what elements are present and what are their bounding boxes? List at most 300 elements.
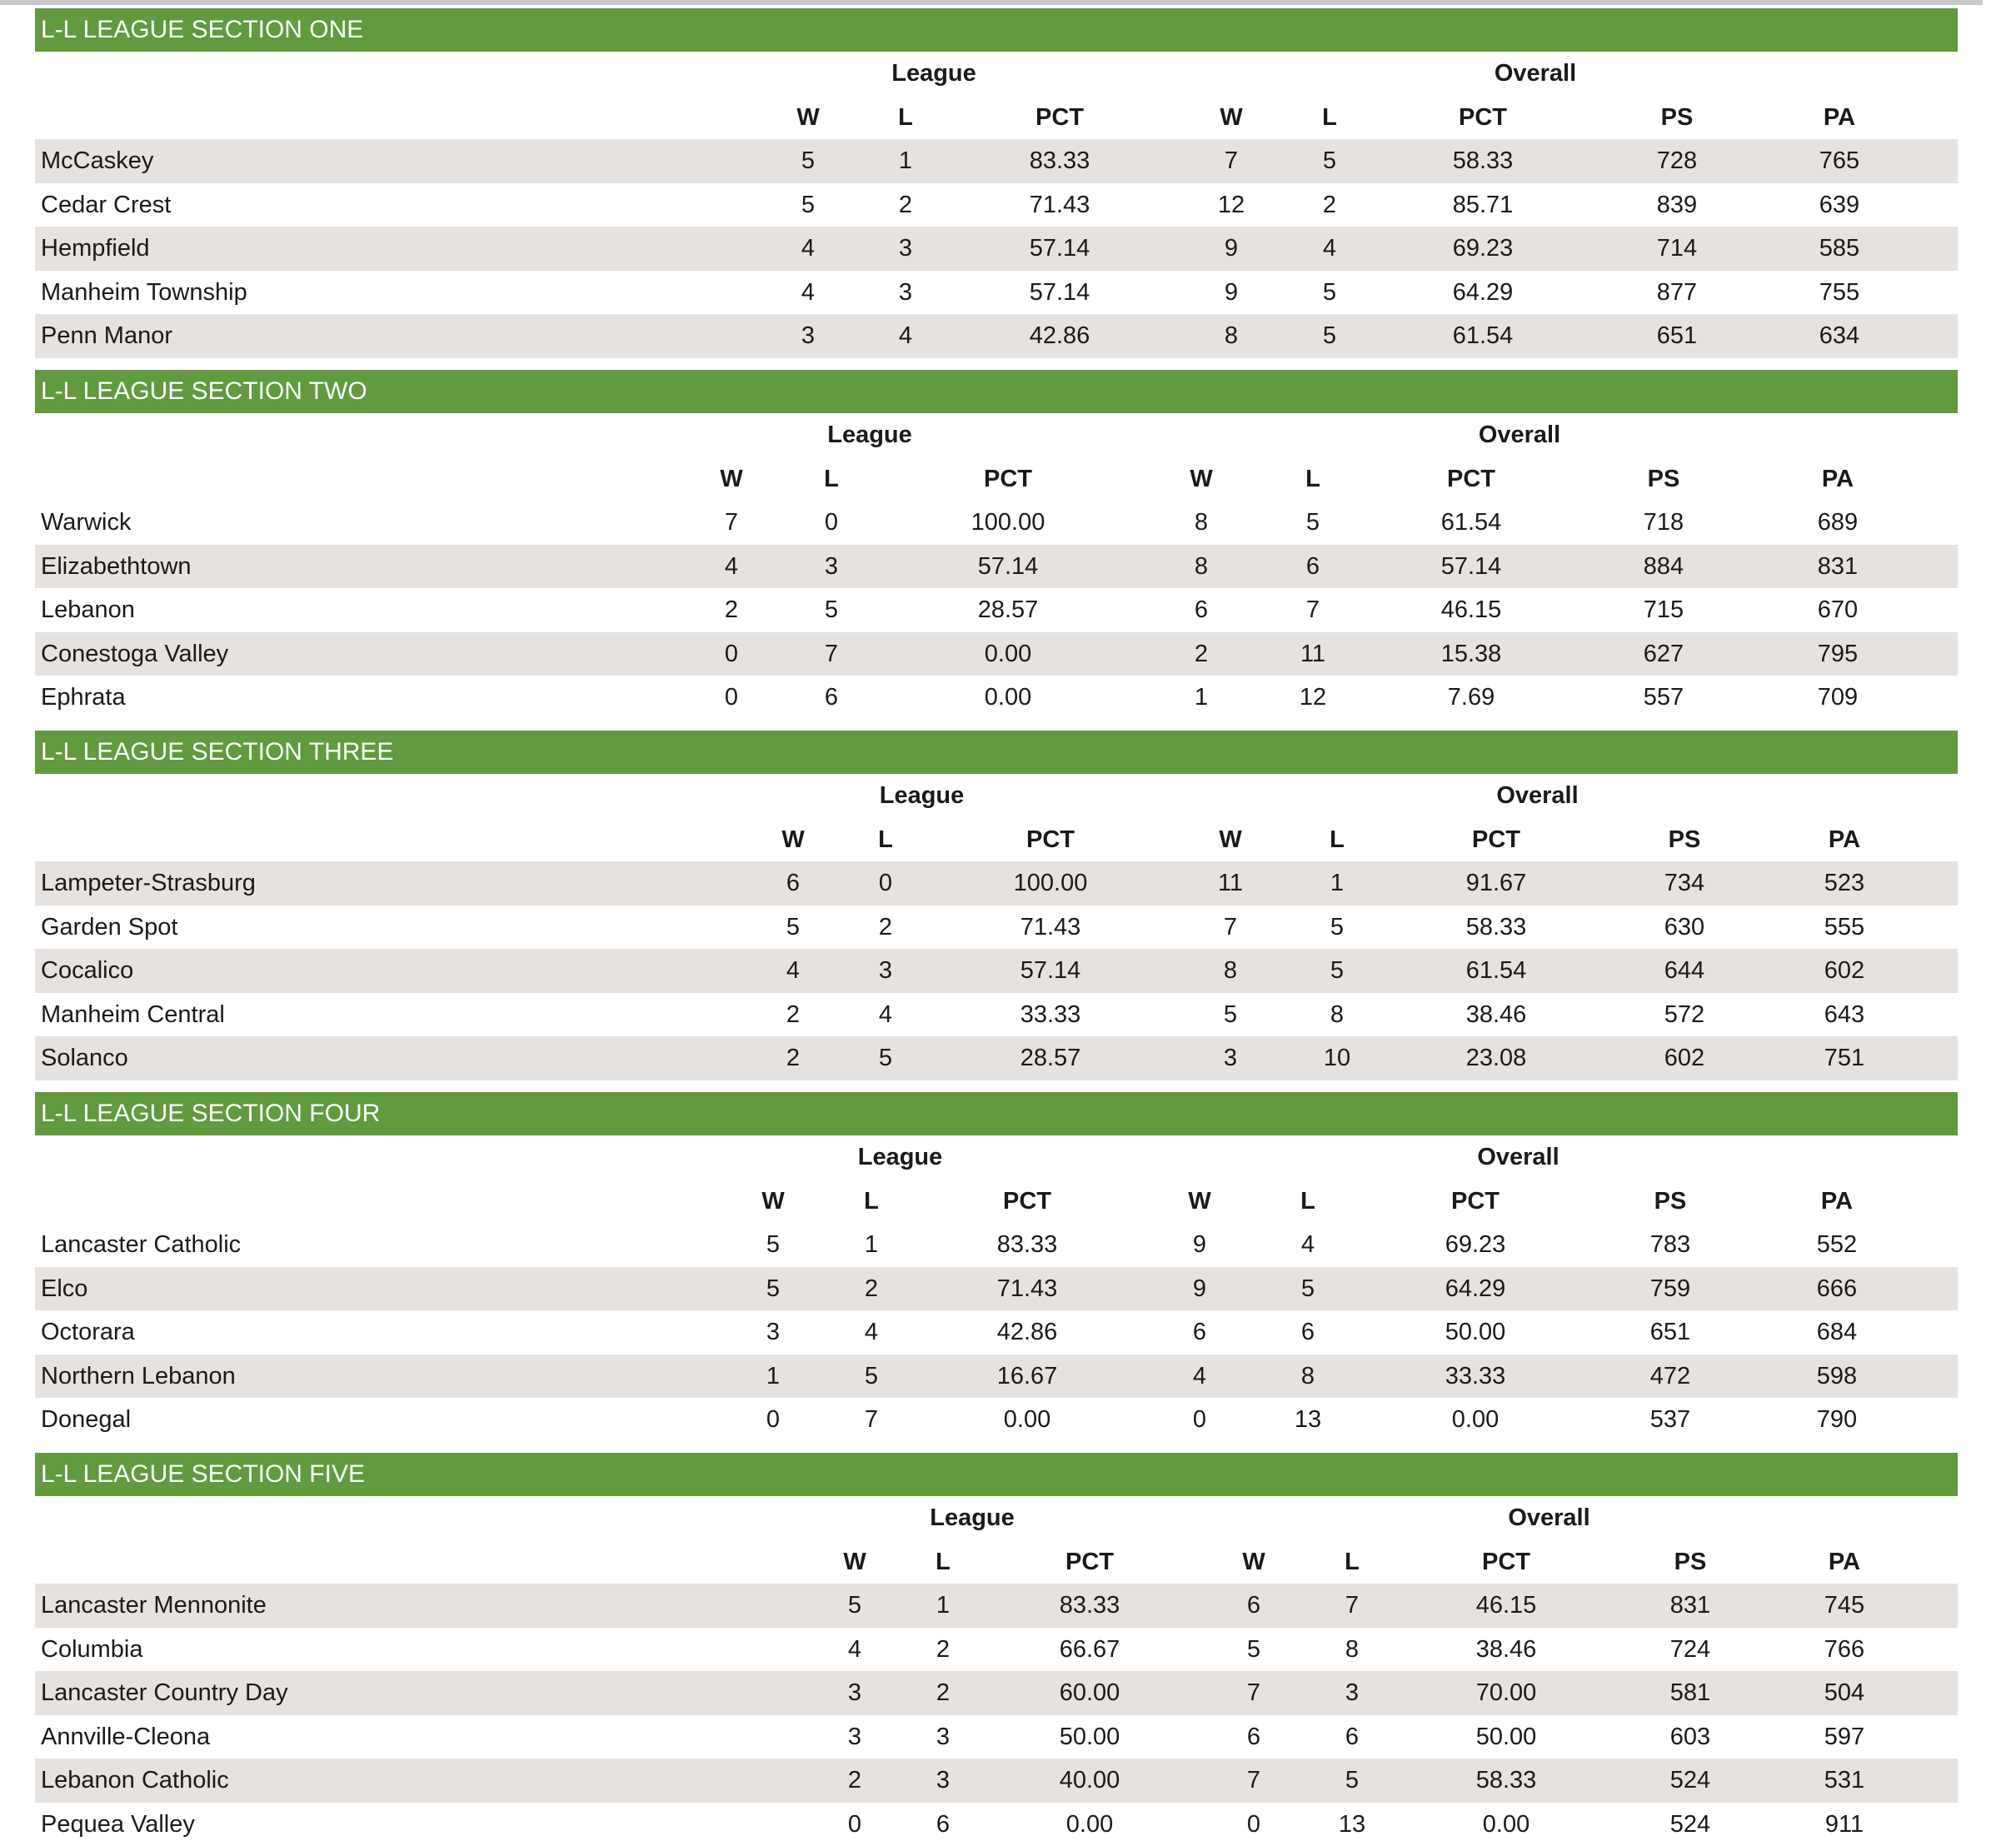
stat-cell: 11	[1218, 861, 1243, 906]
stat-cell: 643	[1824, 993, 1864, 1037]
stat-cell: 531	[1824, 1759, 1864, 1803]
stat-cell: 5	[1330, 949, 1344, 993]
standings-section	[35, 1092, 1958, 1442]
team-name: Elco	[41, 1267, 87, 1311]
column-header-row	[35, 457, 1958, 501]
team-name: Manheim Central	[41, 993, 225, 1037]
stat-cell: 3	[801, 314, 815, 358]
stat-cell: 13	[1295, 1398, 1321, 1442]
stat-cell: 61.54	[1466, 949, 1527, 993]
stat-cell: 5	[1224, 993, 1237, 1037]
group-header-row	[35, 413, 1958, 457]
stat-cell: 472	[1650, 1355, 1690, 1399]
column-header: PCT	[1026, 818, 1075, 862]
table-row	[35, 1267, 1958, 1311]
table-row	[35, 139, 1958, 183]
stat-cell: 33.33	[1445, 1355, 1506, 1399]
stat-cell: 38.46	[1476, 1628, 1537, 1672]
stat-cell: 7	[1345, 1584, 1359, 1628]
stat-cell: 50.00	[1445, 1310, 1506, 1355]
stat-cell: 666	[1817, 1267, 1857, 1311]
stat-cell: 8	[1345, 1628, 1359, 1672]
stat-cell: 634	[1819, 314, 1859, 358]
stat-cell: 3	[766, 1310, 780, 1355]
stat-cell: 6	[1247, 1584, 1260, 1628]
stat-cell: 5	[865, 1355, 878, 1399]
stat-cell: 765	[1819, 139, 1859, 183]
column-header-row	[35, 1180, 1958, 1224]
stat-cell: 9	[1193, 1223, 1206, 1267]
column-header: PS	[1648, 457, 1680, 501]
column-header: L	[1300, 1180, 1315, 1224]
table-row	[35, 1759, 1958, 1803]
column-header-row	[35, 96, 1958, 140]
league-group-label: League	[858, 1135, 943, 1180]
table-row	[35, 588, 1958, 632]
stat-cell: 7	[1225, 139, 1238, 183]
stat-cell: 69.23	[1453, 227, 1514, 271]
stat-cell: 8	[1224, 949, 1237, 993]
stat-cell: 5	[801, 139, 815, 183]
stat-cell: 69.23	[1445, 1223, 1506, 1267]
section-title: L-L LEAGUE SECTION THREE	[35, 731, 1958, 774]
stat-cell: 8	[1225, 314, 1238, 358]
stat-cell: 64.29	[1453, 271, 1514, 315]
stat-cell: 537	[1650, 1398, 1690, 1442]
column-header: PS	[1674, 1540, 1707, 1584]
stat-cell: 602	[1824, 949, 1864, 993]
stat-cell: 0	[825, 501, 838, 545]
column-header: PCT	[984, 457, 1032, 501]
stat-cell: 745	[1824, 1584, 1864, 1628]
stat-cell: 639	[1819, 183, 1859, 227]
stat-cell: 38.46	[1466, 993, 1527, 1037]
standings-section	[35, 731, 1958, 1080]
stat-cell: 3	[899, 271, 912, 315]
table-row	[35, 1803, 1958, 1846]
overall-group-label: Overall	[1495, 52, 1576, 96]
stat-cell: 6	[1193, 1310, 1206, 1355]
stat-cell: 3	[936, 1759, 950, 1803]
stat-cell: 0	[1247, 1803, 1260, 1846]
column-header: PS	[1669, 818, 1701, 862]
stat-cell: 42.86	[1030, 314, 1090, 358]
stat-cell: 585	[1819, 227, 1859, 271]
column-header: L	[864, 1180, 879, 1224]
stat-cell: 8	[1195, 501, 1208, 545]
team-name: Warwick	[41, 501, 131, 545]
stat-cell: 2	[936, 1628, 950, 1672]
team-name: Garden Spot	[41, 906, 177, 950]
team-name: Ephrata	[41, 676, 126, 720]
stat-cell: 1	[766, 1355, 780, 1399]
stat-cell: 5	[1330, 906, 1344, 950]
column-header: L	[878, 818, 893, 862]
stat-cell: 8	[1301, 1355, 1315, 1399]
column-header: PCT	[1065, 1540, 1114, 1584]
stat-cell: 57.14	[1441, 545, 1502, 589]
stat-cell: 0	[848, 1803, 861, 1846]
stat-cell: 3	[1224, 1036, 1237, 1080]
column-header: PA	[1829, 1540, 1860, 1584]
column-header: W	[761, 1180, 784, 1224]
stat-cell: 831	[1818, 545, 1858, 589]
team-name: Cocalico	[41, 949, 133, 993]
stat-cell: 12	[1300, 676, 1326, 720]
column-header: PCT	[1447, 457, 1495, 501]
stat-cell: 6	[936, 1803, 950, 1846]
stat-cell: 1	[936, 1584, 950, 1628]
stat-cell: 4	[801, 227, 815, 271]
stat-cell: 5	[1323, 271, 1336, 315]
stat-cell: 6	[1306, 545, 1320, 589]
stat-cell: 790	[1817, 1398, 1857, 1442]
stat-cell: 4	[1301, 1223, 1315, 1267]
stat-cell: 23.08	[1466, 1036, 1527, 1080]
stat-cell: 709	[1818, 676, 1858, 720]
stat-cell: 603	[1670, 1715, 1710, 1759]
column-header: PA	[1829, 818, 1860, 862]
overall-group-label: Overall	[1508, 1496, 1589, 1540]
table-row	[35, 545, 1958, 589]
stat-cell: 6	[1247, 1715, 1260, 1759]
stat-cell: 60.00	[1060, 1671, 1120, 1715]
stat-cell: 7	[865, 1398, 878, 1442]
stat-cell: 0	[879, 861, 892, 906]
stat-cell: 9	[1225, 271, 1238, 315]
team-name: Lancaster Country Day	[41, 1671, 288, 1715]
table-row	[35, 676, 1958, 720]
standings-section	[35, 1453, 1958, 1846]
stat-cell: 66.67	[1060, 1628, 1120, 1672]
stat-cell: 734	[1664, 861, 1704, 906]
stat-cell: 4	[865, 1310, 878, 1355]
stat-cell: 4	[1193, 1355, 1206, 1399]
column-header: W	[720, 457, 742, 501]
table-row	[35, 861, 1958, 906]
team-name: Donegal	[41, 1398, 131, 1442]
stat-cell: 555	[1824, 906, 1864, 950]
stat-cell: 33.33	[1020, 993, 1081, 1037]
table-row	[35, 227, 1958, 271]
table-row	[35, 1628, 1958, 1672]
stat-cell: 83.33	[1060, 1584, 1120, 1628]
stat-cell: 40.00	[1060, 1759, 1120, 1803]
stat-cell: 83.33	[997, 1223, 1058, 1267]
stat-cell: 46.15	[1441, 588, 1502, 632]
table-row	[35, 1671, 1958, 1715]
stat-cell: 2	[879, 906, 892, 950]
table-row	[35, 183, 1958, 227]
table-row	[35, 1036, 1958, 1080]
group-header-row	[35, 52, 1958, 96]
stat-cell: 2	[786, 1036, 800, 1080]
stat-cell: 10	[1324, 1036, 1350, 1080]
column-header: PA	[1821, 1180, 1853, 1224]
overall-group-label: Overall	[1477, 1135, 1559, 1180]
column-header: L	[898, 96, 913, 140]
column-header: W	[843, 1540, 866, 1584]
stat-cell: 58.33	[1466, 906, 1527, 950]
stat-cell: 46.15	[1476, 1584, 1537, 1628]
stat-cell: 4	[899, 314, 912, 358]
stat-cell: 0.00	[985, 632, 1031, 676]
stat-cell: 5	[1306, 501, 1320, 545]
stat-cell: 2	[725, 588, 738, 632]
column-header: L	[1305, 457, 1320, 501]
table-row	[35, 1715, 1958, 1759]
stat-cell: 504	[1824, 1671, 1864, 1715]
stat-cell: 6	[786, 861, 800, 906]
stat-cell: 64.29	[1445, 1267, 1506, 1311]
stat-cell: 572	[1664, 993, 1704, 1037]
team-name: Lebanon	[41, 588, 135, 632]
stat-cell: 728	[1657, 139, 1697, 183]
column-header: W	[1242, 1540, 1265, 1584]
column-header: PCT	[1472, 818, 1520, 862]
stat-cell: 1	[899, 139, 912, 183]
stat-cell: 714	[1657, 227, 1697, 271]
team-name: Lancaster Mennonite	[41, 1584, 267, 1628]
stat-cell: 0.00	[985, 676, 1031, 720]
stat-cell: 630	[1664, 906, 1704, 950]
stat-cell: 9	[1193, 1267, 1206, 1311]
stat-cell: 4	[879, 993, 892, 1037]
stat-cell: 755	[1819, 271, 1859, 315]
stat-cell: 0	[1193, 1398, 1206, 1442]
table-row	[35, 1223, 1958, 1267]
stat-cell: 2	[936, 1671, 950, 1715]
column-header: W	[796, 96, 819, 140]
stat-cell: 602	[1664, 1036, 1704, 1080]
stat-cell: 4	[786, 949, 800, 993]
stat-cell: 523	[1824, 861, 1864, 906]
stat-cell: 28.57	[1020, 1036, 1081, 1080]
team-name: Manheim Township	[41, 271, 247, 315]
stat-cell: 7	[1247, 1759, 1260, 1803]
stat-cell: 61.54	[1453, 314, 1514, 358]
team-name: Lancaster Catholic	[41, 1223, 241, 1267]
stat-cell: 6	[1345, 1715, 1359, 1759]
stat-cell: 28.57	[978, 588, 1039, 632]
stat-cell: 0	[725, 676, 738, 720]
column-header: PCT	[1482, 1540, 1530, 1584]
stat-cell: 6	[825, 676, 838, 720]
table-row	[35, 1310, 1958, 1355]
stat-cell: 4	[725, 545, 738, 589]
table-row	[35, 314, 1958, 358]
stat-cell: 71.43	[997, 1267, 1058, 1311]
top-divider	[0, 0, 1983, 5]
team-name: Pequea Valley	[41, 1803, 195, 1846]
stat-cell: 7	[825, 632, 838, 676]
team-name: Hempfield	[41, 227, 150, 271]
stat-cell: 0.00	[1483, 1803, 1529, 1846]
stat-cell: 11	[1300, 632, 1325, 676]
stat-cell: 8	[1195, 545, 1208, 589]
table-row	[35, 993, 1958, 1037]
stat-cell: 3	[936, 1715, 950, 1759]
stat-cell: 9	[1225, 227, 1238, 271]
team-name: Penn Manor	[41, 314, 172, 358]
stat-cell: 684	[1817, 1310, 1857, 1355]
column-header: W	[781, 818, 804, 862]
stat-cell: 5	[848, 1584, 861, 1628]
stat-cell: 50.00	[1060, 1715, 1120, 1759]
league-group-label: League	[891, 52, 976, 96]
league-group-label: League	[930, 1496, 1015, 1540]
column-header: L	[1330, 818, 1345, 862]
table-row	[35, 632, 1958, 676]
stat-cell: 783	[1650, 1223, 1690, 1267]
column-header: PCT	[1451, 1180, 1500, 1224]
stat-cell: 70.00	[1476, 1671, 1537, 1715]
stat-cell: 71.43	[1020, 906, 1081, 950]
team-name: Annville-Cleona	[41, 1715, 210, 1759]
section-title: L-L LEAGUE SECTION FOUR	[35, 1092, 1958, 1135]
stat-cell: 0	[725, 632, 738, 676]
stat-cell: 5	[766, 1223, 780, 1267]
stat-cell: 877	[1657, 271, 1697, 315]
team-name: Elizabethtown	[41, 545, 192, 589]
stat-cell: 57.14	[1030, 227, 1090, 271]
column-header: PCT	[1003, 1180, 1051, 1224]
stat-cell: 2	[1195, 632, 1208, 676]
stat-cell: 759	[1650, 1267, 1690, 1311]
league-group-label: League	[880, 774, 965, 818]
stat-cell: 598	[1817, 1355, 1857, 1399]
table-row	[35, 906, 1958, 950]
stat-cell: 718	[1644, 501, 1684, 545]
stat-cell: 0.00	[1452, 1398, 1499, 1442]
stat-cell: 751	[1824, 1036, 1864, 1080]
stat-cell: 1	[1195, 676, 1208, 720]
column-header: W	[1188, 1180, 1210, 1224]
stat-cell: 7	[725, 501, 738, 545]
stat-cell: 1	[865, 1223, 878, 1267]
stat-cell: 795	[1818, 632, 1858, 676]
stat-cell: 2	[899, 183, 912, 227]
stat-cell: 597	[1824, 1715, 1864, 1759]
stat-cell: 83.33	[1030, 139, 1090, 183]
column-header: L	[824, 457, 839, 501]
stat-cell: 7	[1247, 1671, 1260, 1715]
stat-cell: 557	[1644, 676, 1684, 720]
column-header: PA	[1824, 96, 1855, 140]
section-title: L-L LEAGUE SECTION ONE	[35, 8, 1958, 52]
column-header: PCT	[1459, 96, 1507, 140]
stat-cell: 5	[1323, 139, 1336, 183]
stat-cell: 7	[1306, 588, 1320, 632]
stat-cell: 5	[1247, 1628, 1260, 1672]
stat-cell: 911	[1825, 1803, 1864, 1846]
stat-cell: 7	[1224, 906, 1237, 950]
stat-cell: 581	[1670, 1671, 1710, 1715]
stat-cell: 2	[848, 1759, 861, 1803]
stat-cell: 85.71	[1453, 183, 1514, 227]
stat-cell: 839	[1657, 183, 1697, 227]
stat-cell: 91.67	[1466, 861, 1527, 906]
overall-group-label: Overall	[1479, 413, 1560, 457]
column-header: L	[1345, 1540, 1360, 1584]
stat-cell: 6	[1301, 1310, 1315, 1355]
stat-cell: 0	[766, 1398, 780, 1442]
stat-cell: 2	[1323, 183, 1336, 227]
stat-cell: 5	[801, 183, 815, 227]
column-header: PS	[1654, 1180, 1687, 1224]
column-header: W	[1219, 818, 1241, 862]
stat-cell: 5	[879, 1036, 892, 1080]
group-header-row	[35, 1496, 1958, 1540]
overall-group-label: Overall	[1496, 774, 1578, 818]
stat-cell: 5	[1345, 1759, 1359, 1803]
standings-section	[35, 370, 1958, 720]
stat-cell: 16.67	[997, 1355, 1058, 1399]
stat-cell: 100.00	[971, 501, 1045, 545]
team-name: Cedar Crest	[41, 183, 171, 227]
league-group-label: League	[827, 413, 912, 457]
stat-cell: 5	[1301, 1267, 1315, 1311]
stat-cell: 651	[1657, 314, 1697, 358]
stat-cell: 71.43	[1030, 183, 1090, 227]
stat-cell: 4	[848, 1628, 861, 1672]
stat-cell: 552	[1817, 1223, 1857, 1267]
stat-cell: 57.14	[978, 545, 1039, 589]
stat-cell: 58.33	[1453, 139, 1514, 183]
stat-cell: 3	[879, 949, 892, 993]
table-row	[35, 271, 1958, 315]
stat-cell: 831	[1670, 1584, 1710, 1628]
stat-cell: 8	[1330, 993, 1344, 1037]
stat-cell: 15.38	[1441, 632, 1502, 676]
column-header: PS	[1661, 96, 1694, 140]
stat-cell: 3	[848, 1671, 861, 1715]
stat-cell: 670	[1818, 588, 1858, 632]
stat-cell: 644	[1664, 949, 1704, 993]
stat-cell: 12	[1218, 183, 1245, 227]
stat-cell: 57.14	[1020, 949, 1081, 993]
stat-cell: 1	[1330, 861, 1344, 906]
stat-cell: 13	[1339, 1803, 1365, 1846]
stat-cell: 50.00	[1476, 1715, 1537, 1759]
team-name: Lebanon Catholic	[41, 1759, 229, 1803]
stat-cell: 57.14	[1030, 271, 1090, 315]
standings-section	[35, 8, 1958, 358]
stat-cell: 0.00	[1066, 1803, 1113, 1846]
column-header-row	[35, 1540, 1958, 1584]
stat-cell: 6	[1195, 588, 1208, 632]
stat-cell: 3	[825, 545, 838, 589]
stat-cell: 58.33	[1476, 1759, 1537, 1803]
table-row	[35, 1355, 1958, 1399]
team-name: Conestoga Valley	[41, 632, 228, 676]
table-row	[35, 949, 1958, 993]
stat-cell: 61.54	[1441, 501, 1502, 545]
column-header: W	[1190, 457, 1212, 501]
column-header: PA	[1822, 457, 1854, 501]
team-name: Northern Lebanon	[41, 1355, 236, 1399]
team-name: Solanco	[41, 1036, 128, 1080]
team-name: Columbia	[41, 1628, 143, 1672]
stat-cell: 715	[1644, 588, 1684, 632]
stat-cell: 689	[1818, 501, 1858, 545]
stat-cell: 651	[1650, 1310, 1690, 1355]
table-row	[35, 1398, 1958, 1442]
stat-cell: 5	[825, 588, 838, 632]
team-name: McCaskey	[41, 139, 153, 183]
stat-cell: 884	[1644, 545, 1684, 589]
column-header: L	[1322, 96, 1337, 140]
